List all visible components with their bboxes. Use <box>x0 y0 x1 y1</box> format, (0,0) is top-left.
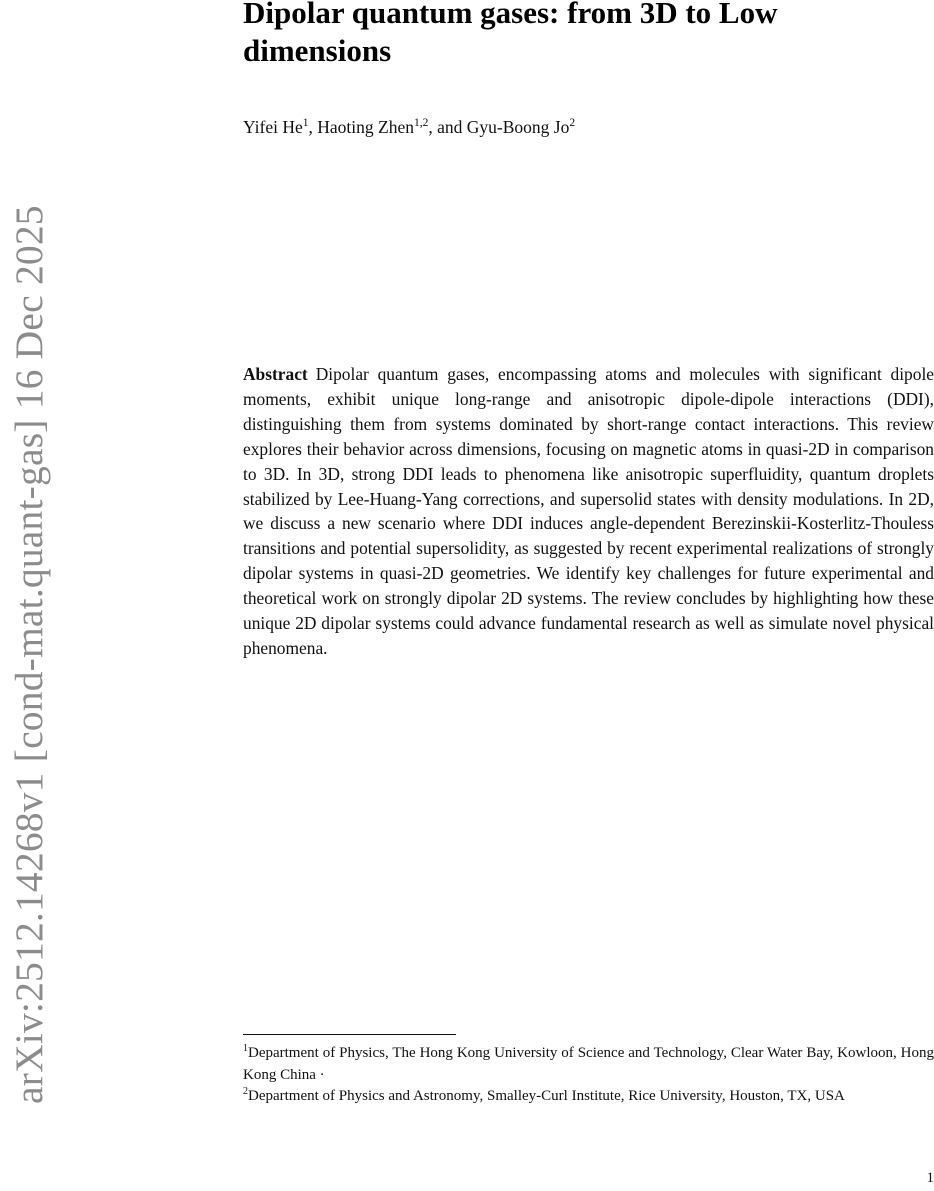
abstract <box>243 362 934 661</box>
author-separator: , <box>308 117 318 137</box>
author-name: Haoting Zhen <box>317 117 414 137</box>
author-affiliation-marker: 1,2 <box>414 117 429 129</box>
footnotes <box>243 1043 934 1108</box>
author-separator: , and <box>428 117 467 137</box>
footnote-text: Department of Physics and Astronomy, Smalley-Curl Institute, Rice University, Houston, TX, USA <box>248 1088 845 1104</box>
footnote-divider <box>243 1034 456 1035</box>
arxiv-identifier-stamp: arXiv:2512.14268v1 [cond-mat.quant-gas] 16 Dec 2025 <box>7 205 51 1104</box>
abstract-text: Dipolar quantum gases, encompassing atoms and molecules with significant dipole moments, exhibit unique long-range and anisotropic dipole-dipole interactions (DDI), distinguishing them from systems dominated by short-range contact interactions. This review explores their behavior across dimensions, focusing on magnetic atoms in quasi-2D in comparison to 3D. In 3D, strong DDI leads to phenomena like anisotropic superfluidity, quantum droplets stabilized by Lee-Huang-Yang corrections, and supersolid states with density modulations. In 2D, we discuss a new scenario where DDI induces angle-dependent Berezinskii-Kosterlitz-Thouless transitions and potential supersolidity, as suggested by recent experimental realizations of strongly dipolar systems in quasi-2D geometries. We identify key challenges for future experimental and theoretical work on strongly dipolar 2D systems. The review concludes by highlighting how these unique 2D dipolar systems could advance fundamental research as well as simulate novel physical phenomena. <box>243 364 934 658</box>
footnote-affiliation-1 <box>243 1043 934 1086</box>
footnote-marker: 1 <box>243 1043 248 1054</box>
footnote-affiliation-2 <box>243 1086 934 1108</box>
footnote-text: Department of Physics, The Hong Kong University of Science and Technology, Clear Water Bay, Kowloon, Hong Kong China · <box>243 1045 934 1083</box>
author-affiliation-marker: 1 <box>302 117 309 129</box>
author-affiliation-marker: 2 <box>569 117 576 129</box>
footnote-marker: 2 <box>243 1086 248 1097</box>
author-name: Gyu-Boong Jo <box>466 117 570 137</box>
page-number: 1 <box>926 1170 934 1186</box>
abstract-label: Abstract <box>243 364 308 384</box>
author-name: Yifei He <box>243 117 303 137</box>
author-list <box>243 115 575 142</box>
paper-title: Dipolar quantum gases: from 3D to Low dimensions <box>243 0 778 68</box>
